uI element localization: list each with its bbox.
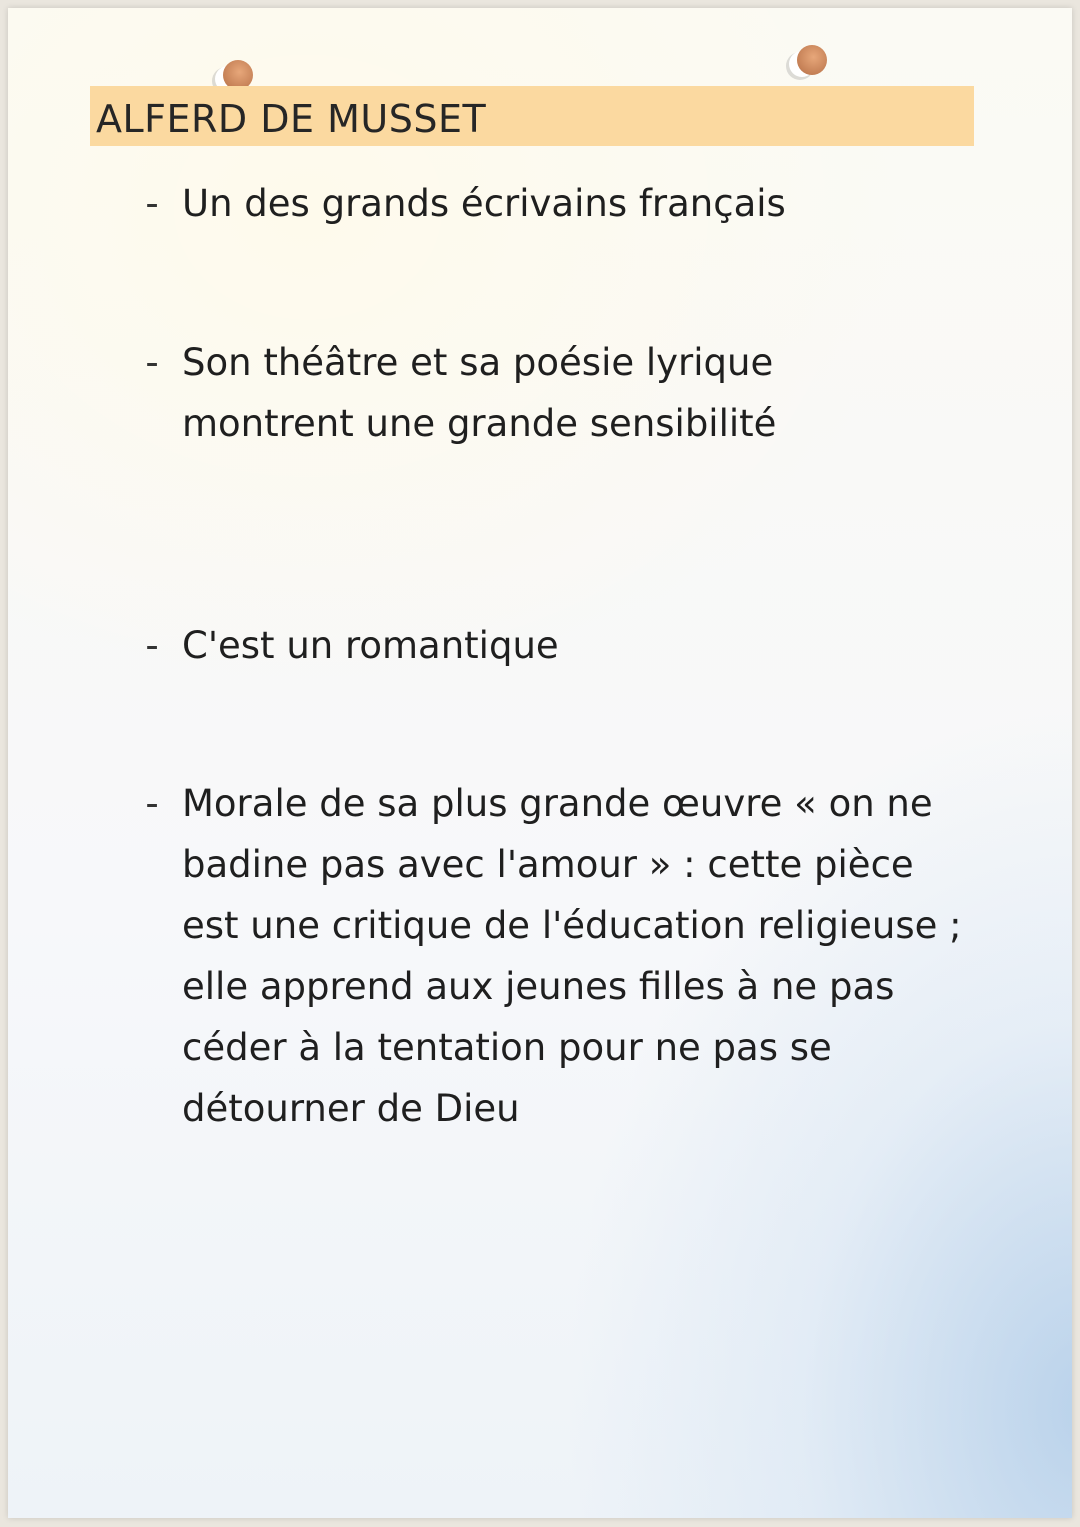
bullet-item (145, 332, 1002, 454)
bullet-dash: - (145, 182, 159, 225)
binder-ring-right-icon (797, 45, 827, 75)
bullet-dash: - (145, 341, 159, 384)
bullet-text-line: Son théâtre et sa poésie lyrique (182, 341, 774, 384)
bullet-item (145, 773, 1002, 1139)
bullet-text-line: détourner de Dieu (182, 1087, 520, 1130)
card-title: ALFERD DE MUSSET (96, 97, 487, 141)
bullet-text-line: montrent une grande sensibilité (182, 402, 777, 445)
bullet-item (145, 615, 1002, 676)
bullet-text-line: Un des grands écrivains français (182, 182, 786, 225)
bullet-text-line: céder à la tentation pour ne pas se (182, 1026, 832, 1069)
bullet-dash: - (145, 624, 159, 667)
bullet-text-line: Morale de sa plus grande œuvre « on ne (182, 782, 933, 825)
note-card (8, 8, 1072, 1518)
bullet-text-line: elle apprend aux jeunes filles à ne pas (182, 965, 895, 1008)
bullet-text-line: badine pas avec l'amour » : cette pièce (182, 843, 914, 886)
bullet-text-line: est une critique de l'éducation religieuse ; (182, 904, 962, 947)
bullet-dash: - (145, 782, 159, 825)
bullet-item (145, 173, 1002, 234)
bullet-text-line: C'est un romantique (182, 624, 559, 667)
